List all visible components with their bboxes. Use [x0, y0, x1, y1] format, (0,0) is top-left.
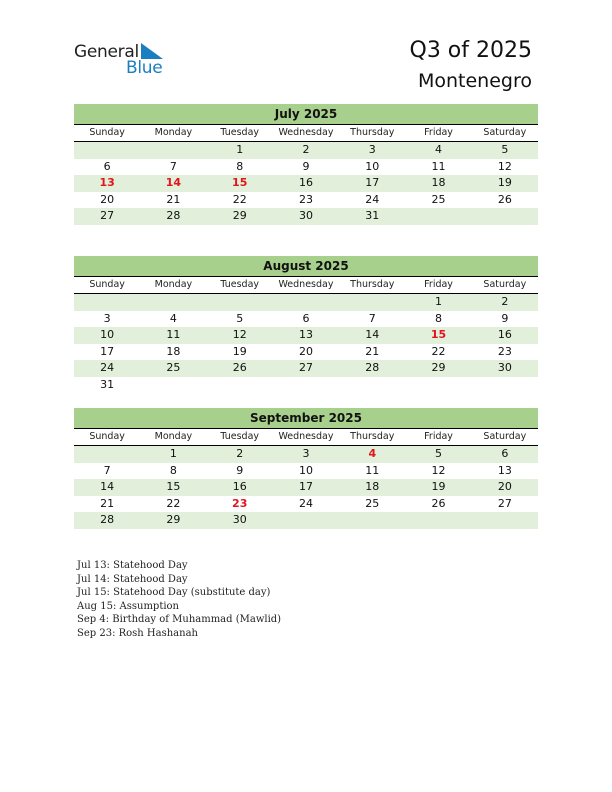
day-cell: 3	[368, 143, 376, 156]
day-cell: 23	[497, 344, 512, 358]
month-title: July 2025	[74, 104, 538, 125]
day-cell: 2	[236, 447, 244, 460]
weekday-label: Thursday	[350, 127, 395, 138]
day-cell: 31	[365, 209, 380, 222]
weekday-label: Monday	[154, 431, 193, 442]
day-cell: 30	[298, 209, 313, 222]
month-title: September 2025	[74, 408, 538, 429]
day-cell: 18	[431, 176, 446, 189]
weekday-label: Thursday	[350, 279, 395, 290]
day-cell: 30	[232, 513, 247, 526]
day-cell: 16	[298, 176, 313, 189]
weekday-label: Tuesday	[220, 431, 260, 442]
empty-day-cell	[74, 446, 140, 463]
day-cell: 15	[166, 480, 181, 493]
week-row	[74, 463, 538, 480]
day-cell: 20	[497, 480, 512, 493]
day-cell: 3	[302, 447, 310, 460]
day-cell: 21	[166, 192, 181, 206]
weekday-label: Monday	[154, 279, 193, 290]
day-cell: 2	[501, 295, 509, 308]
weekday-header-row	[74, 277, 538, 294]
weekday-label: Friday	[424, 431, 453, 442]
holiday-item: Aug 15: Assumption	[77, 600, 180, 612]
weekday-label: Wednesday	[278, 431, 334, 442]
week-row	[74, 311, 538, 328]
day-cell: 18	[166, 344, 181, 358]
day-cell: 9	[236, 463, 244, 477]
day-cell: 13	[497, 463, 512, 477]
day-cell: 4	[169, 311, 177, 325]
empty-day-cell	[74, 294, 140, 311]
page-title: Q3 of 2025	[409, 38, 532, 63]
week-row	[74, 327, 538, 344]
week-row	[74, 294, 538, 311]
empty-day-cell	[207, 377, 273, 394]
empty-day-cell	[405, 377, 471, 394]
weekday-label: Wednesday	[278, 279, 334, 290]
day-cell: 16	[497, 328, 512, 341]
empty-day-cell	[273, 377, 339, 394]
day-cell: 28	[100, 513, 115, 526]
day-cell: 2	[302, 143, 310, 156]
week-row	[74, 208, 538, 225]
empty-day-cell	[140, 377, 206, 394]
day-cell: 30	[497, 361, 512, 374]
day-cell: 7	[169, 159, 177, 173]
week-row	[74, 496, 538, 513]
day-cell: 25	[166, 361, 181, 374]
day-cell: 8	[435, 311, 443, 325]
empty-day-cell	[405, 208, 471, 225]
holiday-item: Jul 15: Statehood Day (substitute day)	[77, 587, 271, 598]
day-cell: 17	[298, 480, 313, 493]
week-row	[74, 479, 538, 496]
day-cell: 11	[365, 463, 380, 477]
country-name: Montenegro	[417, 70, 532, 92]
day-cell: 31	[100, 377, 115, 391]
day-cell: 17	[100, 344, 115, 358]
day-cell: 11	[166, 328, 181, 341]
holiday-item: Jul 14: Statehood Day	[77, 573, 188, 585]
empty-day-cell	[140, 142, 206, 159]
day-cell: 13	[99, 176, 115, 189]
day-cell: 9	[302, 159, 310, 173]
empty-day-cell	[339, 294, 405, 311]
week-row	[74, 142, 538, 159]
day-cell: 8	[236, 159, 244, 173]
empty-day-cell	[207, 294, 273, 311]
day-cell: 25	[431, 192, 446, 206]
calendar-august	[74, 256, 538, 393]
day-cell: 3	[103, 311, 111, 325]
weekday-label: Friday	[424, 279, 453, 290]
day-cell: 19	[431, 480, 446, 493]
day-cell: 23	[298, 192, 313, 206]
day-cell: 12	[232, 328, 247, 341]
day-cell: 8	[169, 463, 177, 477]
weekday-label: Thursday	[350, 431, 395, 442]
week-row	[74, 159, 538, 176]
holiday-item: Sep 4: Birthday of Muhammad (Mawlid)	[77, 614, 282, 625]
day-cell: 10	[298, 463, 313, 477]
empty-day-cell	[273, 512, 339, 529]
weekday-label: Saturday	[483, 431, 527, 442]
day-cell: 5	[501, 143, 509, 156]
day-cell: 23	[232, 496, 248, 510]
holiday-item: Sep 23: Rosh Hashanah	[77, 627, 198, 639]
day-cell: 6	[501, 447, 509, 460]
empty-day-cell	[74, 142, 140, 159]
day-cell: 19	[497, 176, 512, 189]
day-cell: 25	[365, 496, 380, 510]
day-cell: 10	[365, 159, 380, 173]
empty-day-cell	[472, 377, 538, 394]
day-cell: 5	[435, 447, 443, 460]
weekday-label: Monday	[154, 127, 193, 138]
day-cell: 18	[365, 480, 380, 493]
logo-triangle-icon	[141, 43, 163, 59]
day-cell: 19	[232, 344, 247, 358]
day-cell: 14	[165, 176, 182, 189]
weekday-label: Saturday	[483, 127, 527, 138]
day-cell: 24	[365, 192, 380, 206]
day-cell: 16	[232, 480, 247, 493]
day-cell: 29	[166, 513, 181, 526]
day-cell: 28	[365, 361, 380, 374]
weekday-label: Saturday	[483, 279, 527, 290]
calendar-september	[74, 408, 538, 529]
month-title: August 2025	[74, 256, 538, 277]
empty-day-cell	[472, 512, 538, 529]
day-cell: 4	[368, 447, 377, 460]
day-cell: 14	[365, 328, 380, 341]
day-cell: 7	[103, 463, 111, 477]
day-cell: 1	[169, 447, 177, 460]
weekday-label: Sunday	[89, 279, 125, 290]
day-cell: 24	[298, 496, 313, 510]
weekday-header-row	[74, 429, 538, 446]
day-cell: 10	[100, 328, 115, 341]
day-cell: 6	[103, 159, 111, 173]
day-cell: 13	[298, 328, 313, 341]
day-cell: 29	[431, 361, 446, 374]
holiday-list	[77, 559, 281, 640]
week-row	[74, 512, 538, 529]
day-cell: 11	[431, 159, 446, 173]
day-cell: 9	[501, 311, 509, 325]
calendar-july	[74, 104, 538, 225]
holiday-item: Jul 13: Statehood Day	[77, 560, 188, 571]
day-cell: 24	[100, 361, 115, 374]
day-cell: 20	[100, 192, 115, 206]
weekday-label: Sunday	[89, 431, 125, 442]
day-cell: 12	[497, 159, 512, 173]
weekday-label: Sunday	[89, 127, 125, 138]
day-cell: 12	[431, 463, 446, 477]
day-cell: 27	[100, 209, 115, 222]
logo-text-general: General	[74, 42, 139, 62]
day-cell: 27	[497, 496, 512, 510]
week-row	[74, 175, 538, 192]
weekday-label: Tuesday	[220, 279, 260, 290]
empty-day-cell	[405, 512, 471, 529]
day-cell: 27	[298, 361, 313, 374]
day-cell: 5	[236, 311, 244, 325]
day-cell: 14	[100, 480, 115, 493]
empty-day-cell	[273, 294, 339, 311]
logo	[74, 42, 174, 78]
day-cell: 4	[435, 143, 443, 156]
empty-day-cell	[472, 208, 538, 225]
day-cell: 22	[166, 496, 181, 510]
day-cell: 26	[497, 192, 512, 206]
day-cell: 26	[431, 496, 446, 510]
day-cell: 17	[365, 176, 380, 189]
weekday-label: Friday	[424, 127, 453, 138]
empty-day-cell	[339, 512, 405, 529]
day-cell: 21	[100, 496, 115, 510]
empty-day-cell	[339, 377, 405, 394]
day-cell: 1	[435, 295, 443, 308]
day-cell: 26	[232, 361, 247, 374]
logo-text-blue: Blue	[126, 58, 163, 78]
week-row	[74, 344, 538, 361]
day-cell: 22	[431, 344, 446, 358]
day-cell: 6	[302, 311, 310, 325]
weekday-label: Tuesday	[220, 127, 260, 138]
week-row	[74, 377, 538, 394]
weekday-label: Wednesday	[278, 127, 334, 138]
day-cell: 15	[430, 328, 447, 341]
day-cell: 21	[365, 344, 380, 358]
empty-day-cell	[140, 294, 206, 311]
day-cell: 7	[368, 311, 376, 325]
day-cell: 20	[298, 344, 313, 358]
day-cell: 28	[166, 209, 181, 222]
day-cell: 1	[236, 143, 244, 156]
week-row	[74, 446, 538, 463]
week-row	[74, 360, 538, 377]
week-row	[74, 192, 538, 209]
day-cell: 22	[232, 192, 247, 206]
weekday-header-row	[74, 125, 538, 142]
day-cell: 15	[232, 176, 248, 189]
day-cell: 29	[232, 209, 247, 222]
